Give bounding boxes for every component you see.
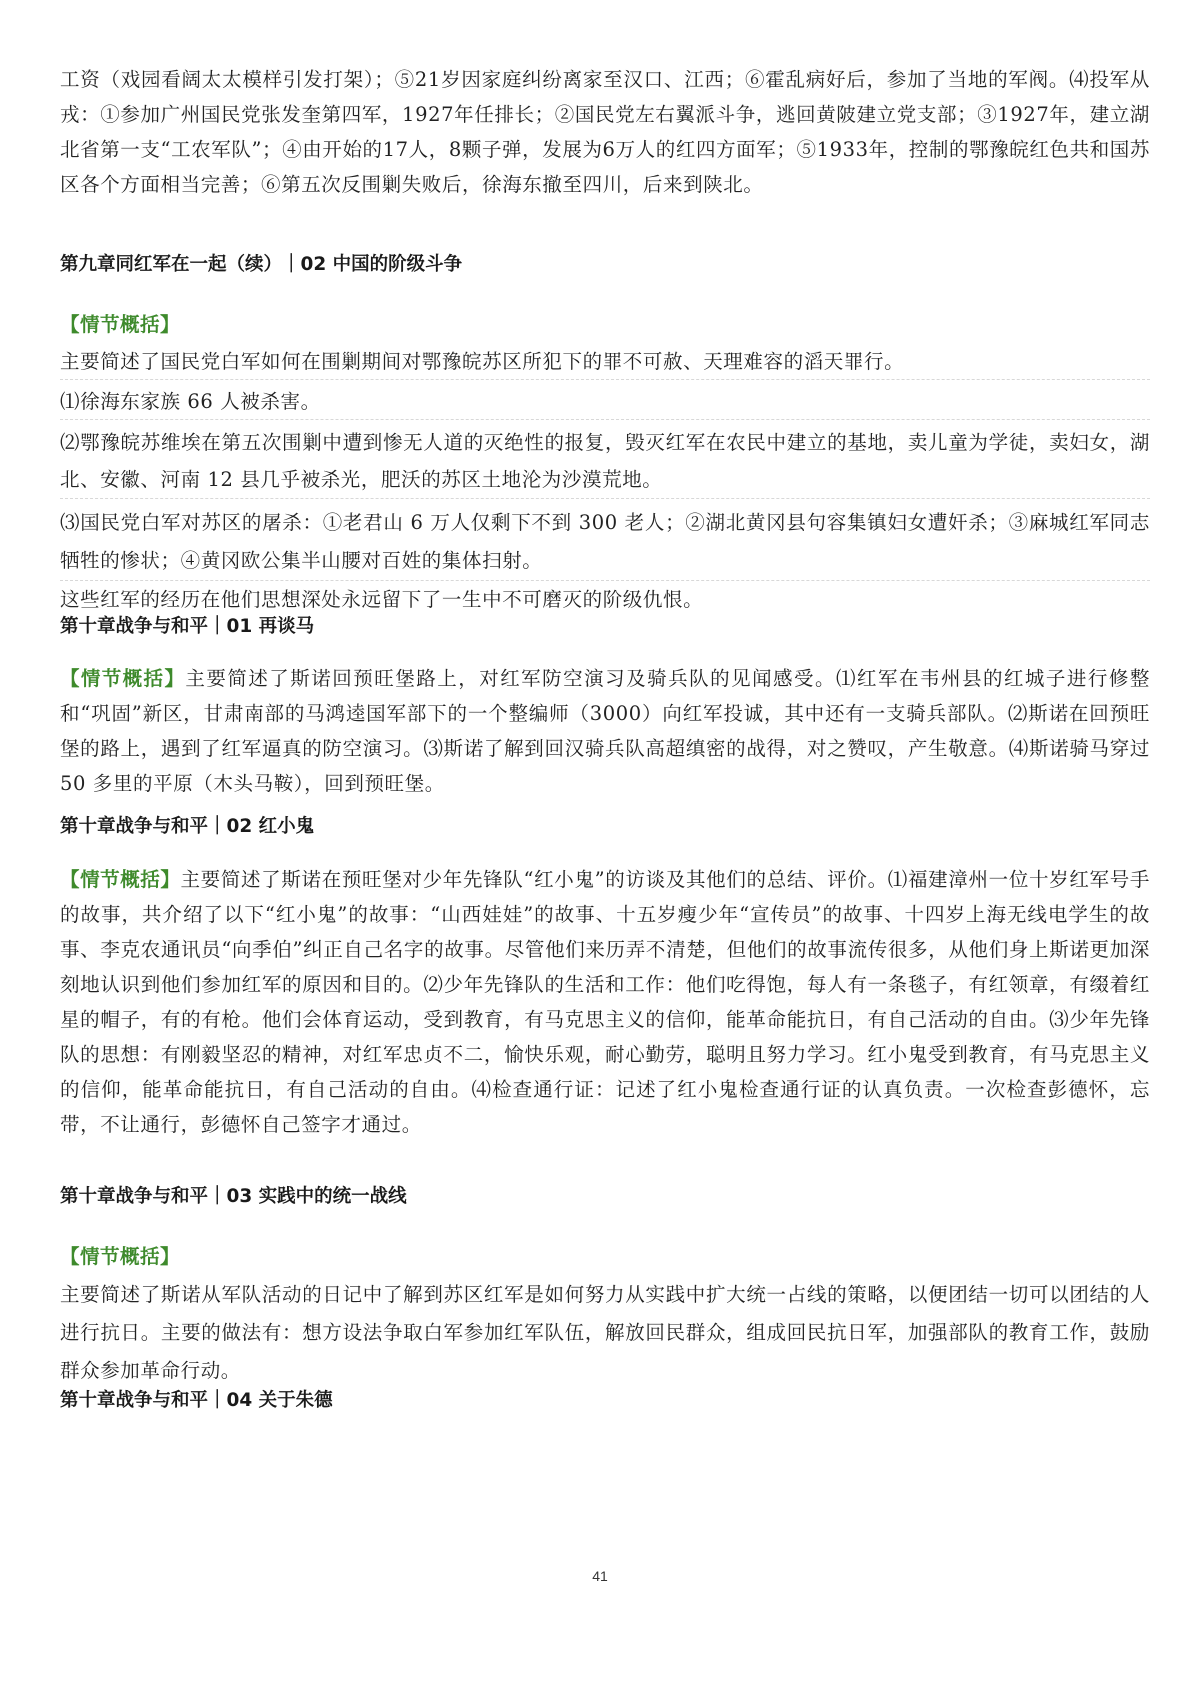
section-tag-line	[60, 1240, 180, 1274]
section-body: 主要简述了斯诺回预旺堡路上，对红军防空演习及骑兵队的见闻感受。⑴红军在韦州县的红城子进行修整和“巩固”新区，甘肃南部的马鸿逵国军部下的一个整编师（3000）向红军投诚，其中还有一支骑兵部队。⑵斯诺在回预旺堡的路上，遇到了红军逼真的防空演习。⑶斯诺了解到回汉骑兵队高超缜密的战得，对之赞叹，产生敬意。⑷斯诺骑马穿过 50 多里的平原（木头马鞍），回到预旺堡。	[60, 667, 1150, 795]
intro-paragraph: 工资（戏园看阔太太模样引发打架）；⑤21岁因家庭纠纷离家至汉口、江西；⑥霍乱病好后，参加了当地的军阀。⑷投军从戎：①参加广州国民党张发奎第四军，1927年任排长；②国民党左右翼派斗争，逃回黄陂建立党支部；③1927年，建立湖北省第一支“工农军队”；④由开始的17人，8颗子弹，发展为6万人的红四方面军；⑤1933年，控制的鄂豫皖红色共和国苏区各个方面相当完善；⑥第五次反围剿失败后，徐海东撤至四川，后来到陕北。	[60, 68, 1150, 196]
section-line: ⑶国民党白军对苏区的屠杀：①老君山 6 万人仅剩下不到 300 老人；②湖北黄冈县句容集镇妇女遭奸杀；③麻城红军同志牺牲的惨状；④黄冈欧公集半山腰对百姓的集体扫射。	[60, 504, 1150, 581]
section-heading: 第十章战争与和平｜02 红小鬼	[60, 816, 315, 837]
section-line: 主要简述了国民党白军如何在围剿期间对鄂豫皖苏区所犯下的罪不可赦、天理难容的滔天罪行。	[60, 344, 1150, 380]
section-tag: 【情节概括】	[60, 667, 186, 690]
section-tag: 【情节概括】	[60, 868, 181, 891]
section-heading: 第十章战争与和平｜03 实践中的统一战线	[60, 1186, 407, 1207]
section-tag: 【情节概括】	[60, 1245, 181, 1268]
section-line: ⑴徐海东家族 66 人被杀害。	[60, 384, 1150, 420]
section-line: 这些红军的经历在他们思想深处永远留下了一生中不可磨灭的阶级仇恨。	[60, 588, 704, 611]
section-heading: 第十章战争与和平｜01 再谈马	[60, 616, 315, 637]
section-heading: 第十章战争与和平｜04 关于朱德	[60, 1390, 333, 1411]
section-line: 主要简述了斯诺从军队活动的日记中了解到苏区红军是如何努力从实践中扩大统一占线的策略，以便团结一切可以团结的人进行抗日。主要的做法有：想方设法争取白军参加红军队伍，解放回民群众，组成回民抗日军，加强部队的教育工作，鼓励群众参加革命行动。	[60, 1283, 1150, 1382]
section-line: ⑵鄂豫皖苏维埃在第五次围剿中遭到惨无人道的灭绝性的报复，毁灭红军在农民中建立的基地，卖儿童为学徒，卖妇女，湖北、安徽、河南 12 县几乎被杀光，肥沃的苏区土地沦为沙漠荒地。	[60, 424, 1150, 499]
section-paragraph	[60, 661, 1150, 801]
section-body: 主要简述了斯诺在预旺堡对少年先锋队“红小鬼”的访谈及其他们的总结、评价。⑴福建漳州一位十岁红军号手的故事，共介绍了以下“红小鬼”的故事：“山西娃娃”的故事、十五岁瘦少年“宣传员”的故事、十四岁上海无线电学生的故事、李克农通讯员“向季伯”纠正自己名字的故事。尽管他们来历弄不清楚，但他们的故事流传很多，从他们身上斯诺更加深刻地认识到他们参加红军的原因和目的。⑵少年先锋队的生活和工作：他们吃得饱，每人有一条毯子，有红领章，有缀着红星的帽子，有的有枪。他们会体育运动，受到教育，有马克思主义的信仰，能革命能抗日，有自己活动的自由。⑶少年先锋队的思想：有刚毅坚忍的精神，对红军忠贞不二，愉快乐观，耐心勤劳，聪明且努力学习。红小鬼受到教育，有马克思主义的信仰，能革命能抗日，有自己活动的自由。⑷检查通行证：记述了红小鬼检查通行证的认真负责。一次检查彭德怀，忘带，不让通行，彭德怀自己签字才通过。	[60, 868, 1150, 1136]
section-tag-line	[60, 308, 180, 342]
section-paragraph	[60, 862, 1150, 1142]
section-heading: 第九章同红军在一起（续）｜02 中国的阶级斗争	[60, 254, 463, 275]
section-tag: 【情节概括】	[60, 313, 181, 336]
page-number: 41	[592, 1568, 608, 1584]
